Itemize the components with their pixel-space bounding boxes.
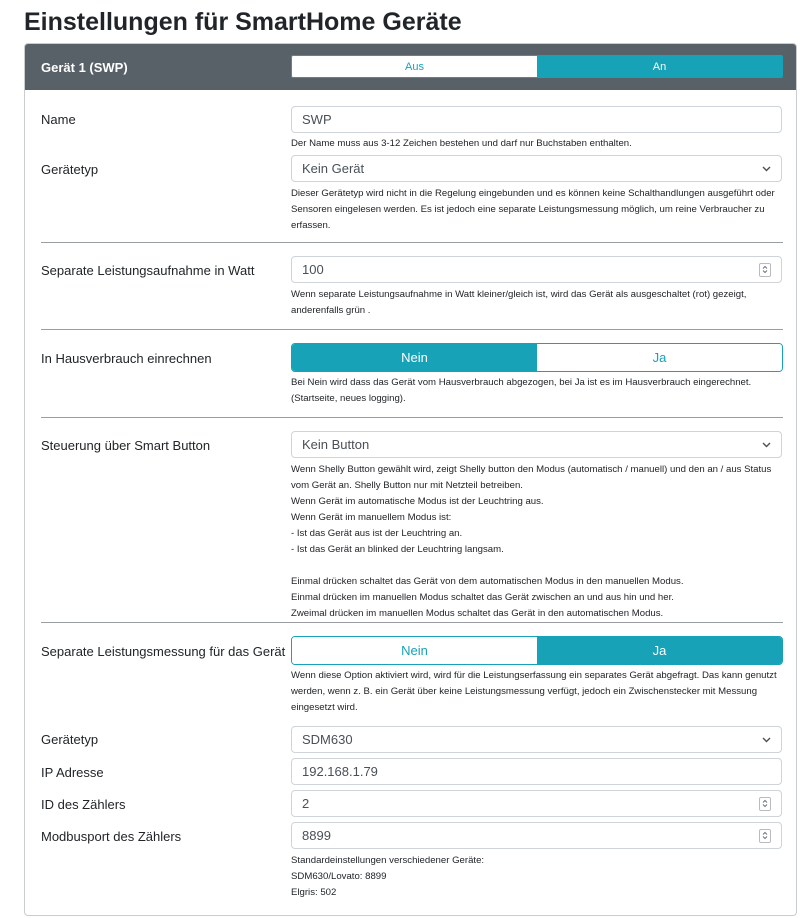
house-consumption-label: In Hausverbrauch einrechnen: [41, 351, 212, 366]
device-on-button[interactable]: An: [537, 56, 782, 77]
house-consumption-no-button[interactable]: Nein: [292, 344, 537, 371]
name-help: Der Name muss aus 3-12 Zeichen bestehen und darf nur Buchstaben enthalten.: [291, 138, 632, 149]
ip-address-input[interactable]: [291, 758, 782, 785]
meter-id-value: 2: [302, 796, 310, 811]
help-line: - Ist das Gerät aus ist der Leuchtring an.: [291, 528, 463, 539]
device-off-button[interactable]: Aus: [292, 56, 537, 77]
divider: [41, 417, 783, 418]
help-line: Wenn Shelly Button gewählt wird, zeigt Shelly button den Modus (automatisch / manuell) und den an / aus Status vom Gerät an. Shelly Button nur mit Netzteil betreiben.: [291, 464, 772, 491]
help-line: Einmal drücken schaltet das Gerät von dem automatischen Modus in den manuellen Modus.: [291, 576, 684, 587]
ip-address-label: IP Adresse: [41, 765, 104, 780]
house-consumption-yes-button[interactable]: Ja: [537, 344, 782, 371]
device-card-header: [25, 44, 796, 90]
meter-type-select[interactable]: [291, 726, 782, 753]
separate-power-label: Separate Leistungsaufnahme in Watt: [41, 263, 255, 278]
separate-metering-yes-button[interactable]: Ja: [537, 637, 782, 664]
device-settings-card: [24, 43, 797, 916]
separate-power-input[interactable]: [291, 256, 782, 283]
page-title: Einstellungen für SmartHome Geräte: [24, 8, 462, 36]
smart-button-help: [291, 462, 783, 622]
meter-type-value: SDM630: [302, 732, 353, 747]
help-line: Standardeinstellungen verschiedener Geräte:: [291, 855, 485, 866]
chevron-down-icon: [761, 164, 771, 174]
separate-power-value: 100: [302, 262, 324, 277]
house-consumption-toggle: [291, 343, 783, 372]
help-line: Elgris: 502: [291, 887, 337, 898]
smart-button-value: Kein Button: [302, 437, 370, 452]
separate-metering-toggle: [291, 636, 783, 665]
ip-address-value: 192.168.1.79: [302, 764, 378, 779]
device-active-toggle: [291, 55, 783, 78]
device-type-select[interactable]: [291, 155, 782, 182]
chevron-down-icon: [761, 735, 771, 745]
help-line: SDM630/Lovato: 8899: [291, 871, 387, 882]
modbus-port-label: Modbusport des Zählers: [41, 829, 182, 844]
divider: [41, 622, 783, 623]
smart-button-select[interactable]: [291, 431, 782, 458]
separate-metering-label: Separate Leistungsmessung für das Gerät: [41, 644, 286, 659]
separate-power-help: Wenn separate Leistungsaufnahme in Watt kleiner/gleich ist, wird das Gerät als ausgeschaltet (rot) gezeigt, anderenfalls grün .: [291, 289, 747, 316]
name-label: Name: [41, 112, 76, 127]
name-input[interactable]: [291, 106, 782, 133]
meter-id-label: ID des Zählers: [41, 797, 126, 812]
name-input-value: SWP: [302, 112, 332, 127]
separate-metering-no-button[interactable]: Nein: [292, 637, 537, 664]
meter-id-input[interactable]: [291, 790, 782, 817]
divider: [41, 329, 783, 330]
separate-metering-help: Wenn diese Option aktiviert wird, wird für die Leistungserfassung ein separates Gerät abgefragt. Das kann genutzt werden, wenn z. B. ein Gerät über keine Leistungsmessung verfügt, jedoch ein Zwischenstecker mit Messung eingesetzt wird.: [291, 670, 777, 713]
help-line: Zweimal drücken im manuellen Modus schaltet das Gerät in den automatischen Modus.: [291, 608, 664, 619]
divider: [41, 242, 783, 243]
spinner-icon[interactable]: [759, 797, 771, 811]
meter-type-label: Gerätetyp: [41, 732, 99, 747]
help-line: Einmal drücken im manuellen Modus schaltet das Gerät zwischen an und aus hin und her.: [291, 592, 674, 603]
device-type-label: Gerätetyp: [41, 162, 99, 177]
modbus-port-help: [291, 853, 783, 901]
help-line: Wenn Gerät im automatische Modus ist der Leuchtring aus.: [291, 496, 544, 507]
modbus-port-input[interactable]: [291, 822, 782, 849]
device-type-value: Kein Gerät: [302, 161, 365, 176]
device-header-title: Gerät 1 (SWP): [41, 60, 128, 75]
spinner-icon[interactable]: [759, 263, 771, 277]
chevron-down-icon: [761, 440, 771, 450]
help-spacer: [291, 558, 783, 574]
modbus-port-value: 8899: [302, 828, 331, 843]
device-type-help: Dieser Gerätetyp wird nicht in die Regelung eingebunden und es können keine Schalthandlungen ausgeführt oder Sensoren eingelesen werden. Es ist jedoch eine separate Leistungsmessung möglich, um reine Verbraucher zu erfassen.: [291, 188, 775, 231]
spinner-icon[interactable]: [759, 829, 771, 843]
help-line: Wenn Gerät im manuellem Modus ist:: [291, 512, 452, 523]
smart-button-label: Steuerung über Smart Button: [41, 438, 211, 453]
help-line: - Ist das Gerät an blinked der Leuchtring langsam.: [291, 544, 504, 555]
house-consumption-help: Bei Nein wird dass das Gerät vom Hausverbrauch abgezogen, bei Ja ist es im Hausverbrauch eingerechnet. (Startseite, neues logging).: [291, 377, 752, 404]
